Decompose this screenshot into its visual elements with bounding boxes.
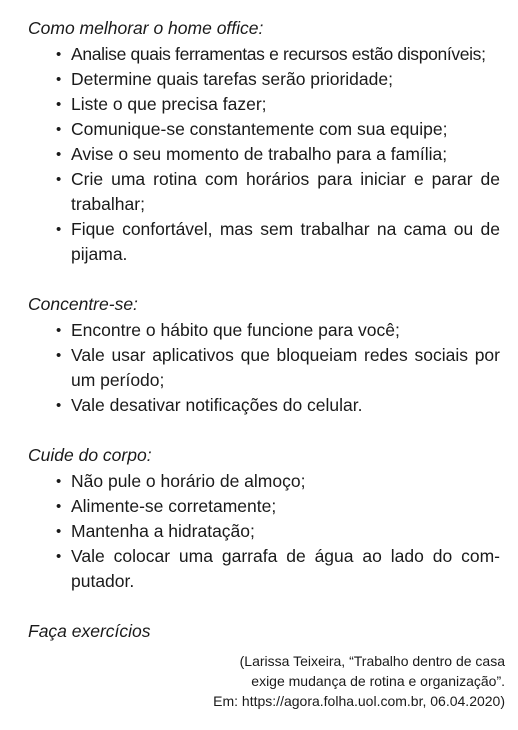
list-item: • Comunique-se constantemente com sua equipe;: [27, 117, 506, 142]
list-item: • Vale colocar uma garrafa de água ao lado do com-putador.: [56, 546, 500, 591]
bullet-icon: •: [56, 171, 62, 188]
section-faca-exercicios: [27, 619, 506, 644]
list-item: • Mantenha a hidratação;: [27, 519, 506, 544]
section-heading: Como melhorar o home office:: [28, 18, 264, 38]
list-item: • Não pule o horário de almoço;: [27, 469, 506, 494]
bullet-icon: •: [56, 121, 62, 138]
list-item: • Encontre o hábito que funcione para você;: [27, 318, 506, 343]
list-item: • Avise o seu momento de trabalho para a família;: [27, 142, 506, 167]
list-item: • Liste o que precisa fazer;: [27, 92, 506, 117]
bullet-list: [27, 42, 506, 267]
bullet-icon: •: [56, 548, 62, 565]
bullet-icon: •: [56, 347, 62, 364]
bullet-icon: •: [56, 523, 62, 540]
bullet-icon: •: [56, 322, 62, 339]
list-item: • Determine quais tarefas serão prioridade;: [27, 67, 506, 92]
list-item: • Alimente-se corretamente;: [27, 494, 506, 519]
list-item: • Fique confortável, mas sem trabalhar na cama ou de pijama.: [56, 219, 500, 264]
bullet-icon: •: [56, 46, 61, 63]
list-item: • Crie uma rotina com horários para iniciar e parar de trabalhar;: [56, 169, 500, 214]
section-heading: Cuide do corpo:: [28, 445, 152, 465]
bullet-icon: •: [56, 221, 62, 238]
bullet-icon: •: [56, 473, 62, 490]
bullet-icon: •: [56, 146, 62, 163]
bullet-list: [27, 469, 506, 594]
citation-line: Em: https://agora.folha.uol.com.br, 06.04.2020): [213, 693, 505, 709]
list-item: • Analise quais ferramentas e recursos estão disponíveis;: [27, 42, 506, 67]
section-home-office: [27, 16, 506, 267]
bullet-icon: •: [56, 96, 62, 113]
list-item: • Vale desativar notificações do celular.: [27, 393, 506, 418]
citation-line: exige mudança de rotina e organização”.: [251, 673, 505, 689]
section-heading: Concentre-se:: [28, 294, 138, 314]
bullet-list: [27, 318, 506, 418]
citation: [213, 651, 505, 711]
list-item: • Vale usar aplicativos que bloqueiam redes sociais por um período;: [56, 345, 500, 390]
section-cuide-do-corpo: [27, 443, 506, 594]
bullet-icon: •: [56, 498, 62, 515]
citation-line: (Larissa Teixeira, “Trabalho dentro de casa: [239, 653, 505, 669]
bullet-icon: •: [56, 397, 62, 414]
bullet-icon: •: [56, 71, 62, 88]
section-heading: Faça exercícios: [28, 621, 151, 641]
section-concentre-se: [27, 292, 506, 418]
